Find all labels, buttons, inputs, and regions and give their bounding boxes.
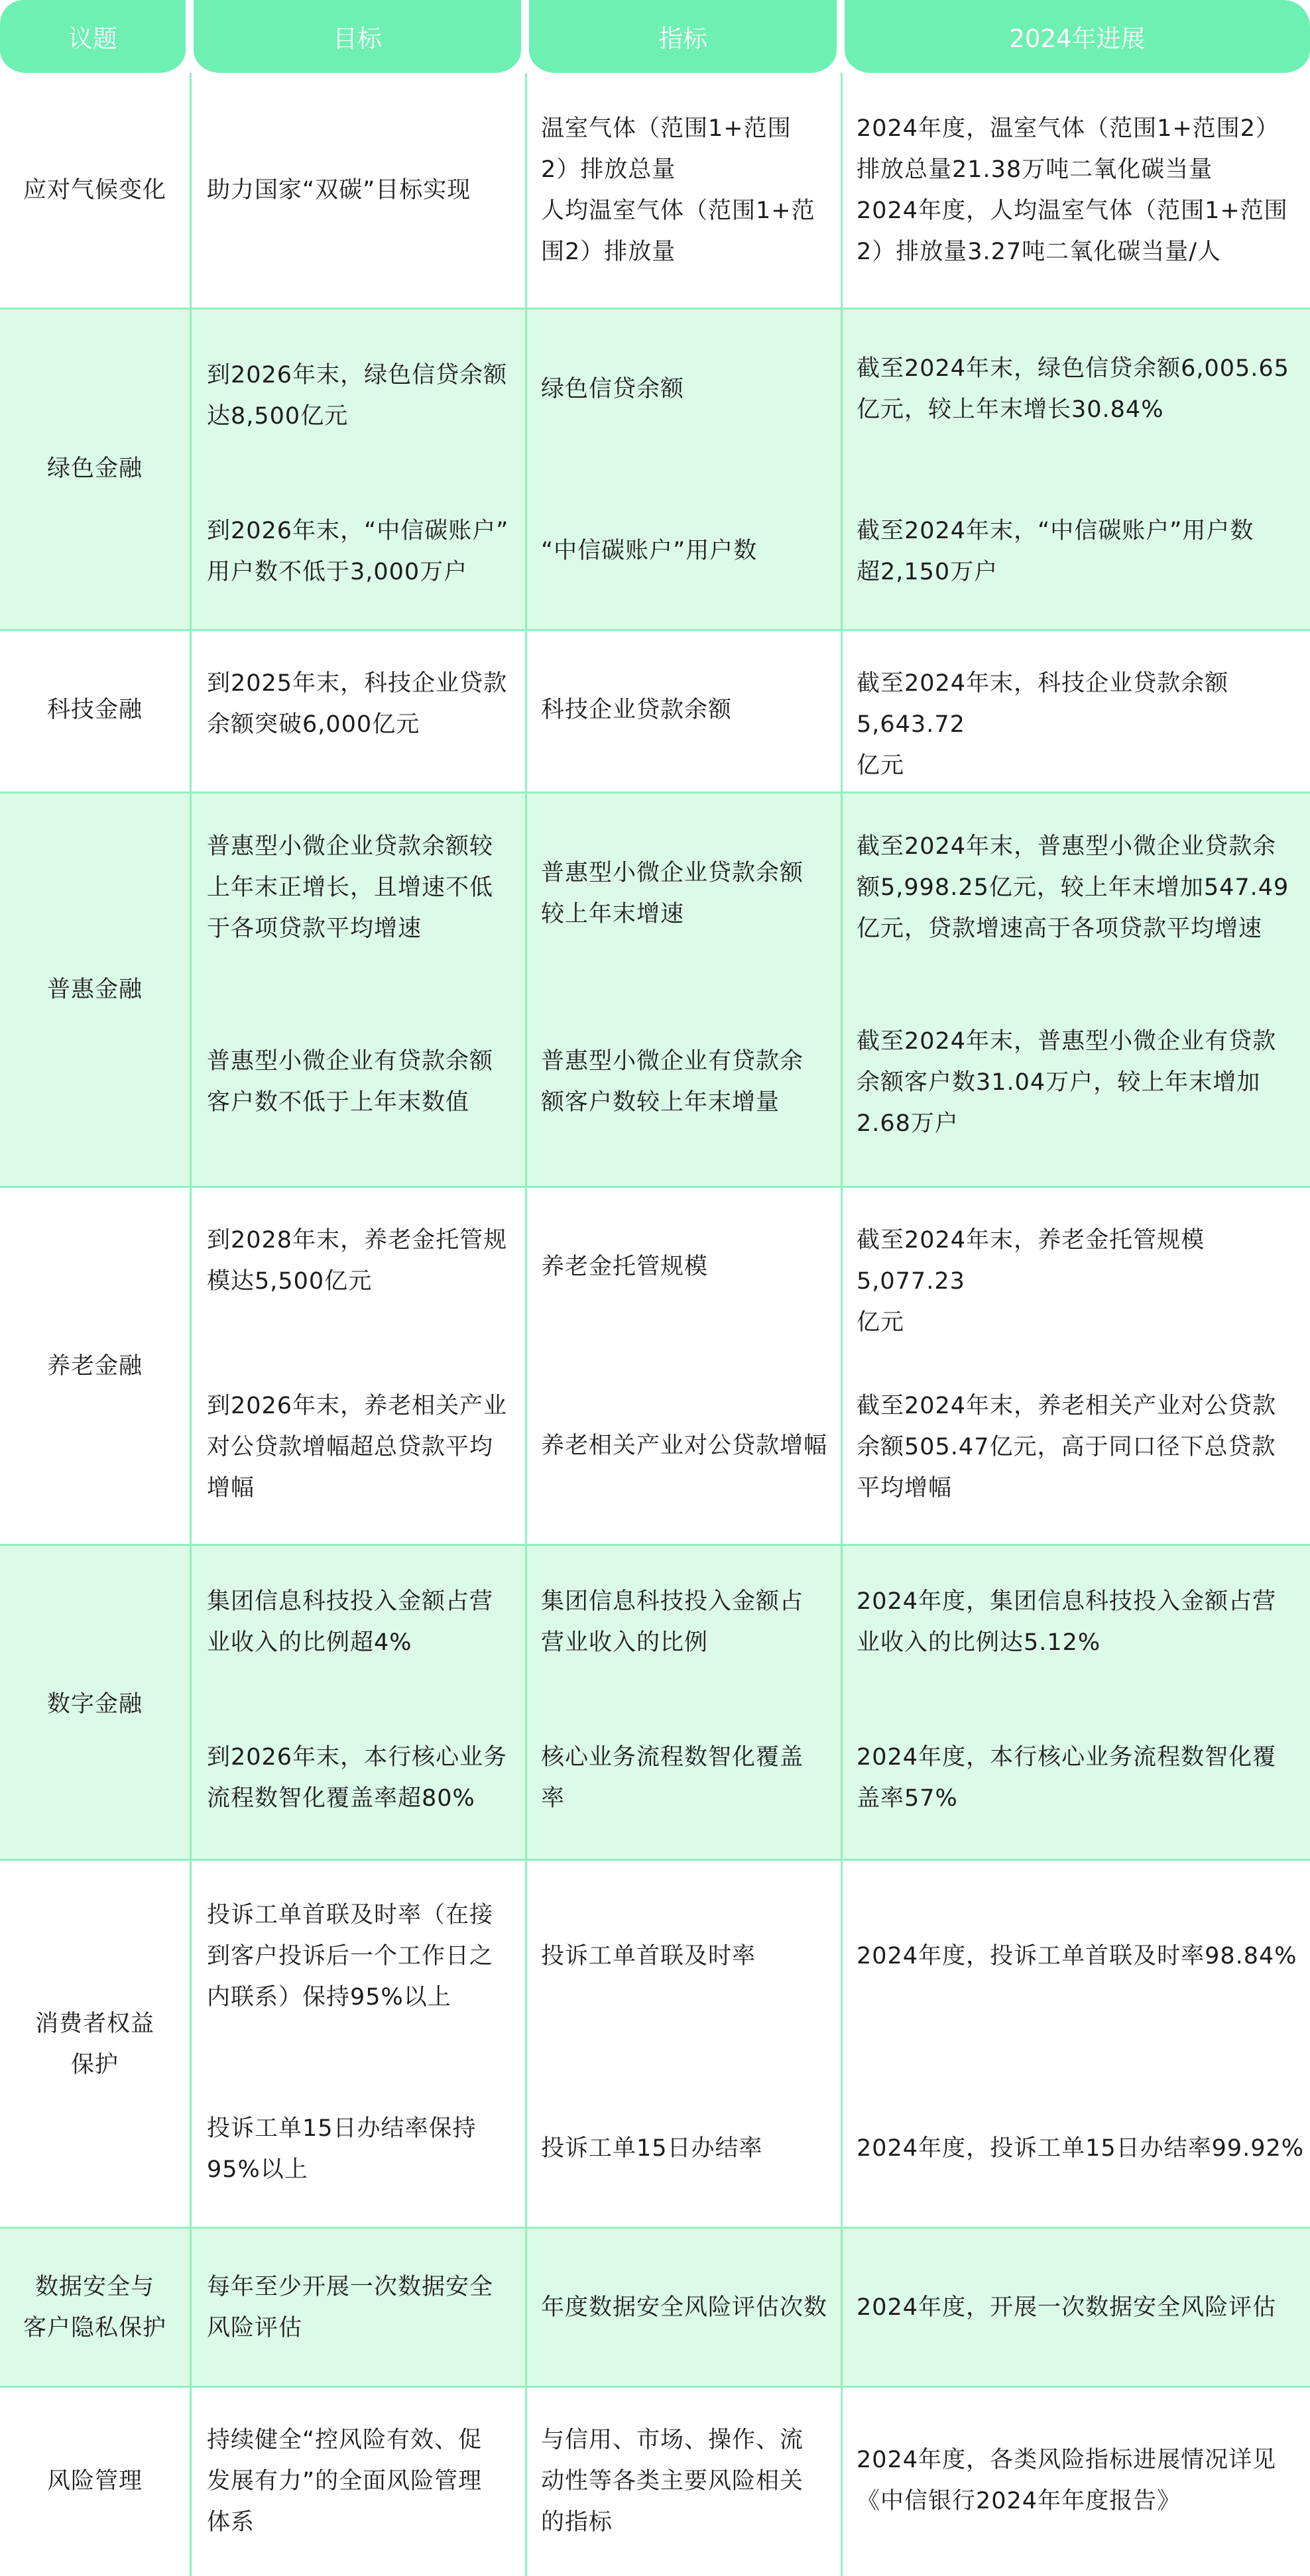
topic-cell: 风险管理 — [46, 2468, 143, 2494]
row-divider — [0, 1186, 1310, 1188]
progress-cell: 2024年度，本行核心业务流程数智化覆 盖率57% — [857, 1744, 1277, 1812]
progress-cell: 2024年度，投诉工单首联及时率98.84% — [857, 1943, 1297, 1969]
header-indicator: 指标 — [529, 0, 837, 73]
row-divider — [0, 1544, 1310, 1546]
indicator-cell: 普惠型小微企业有贷款余 额客户数较上年末增量 — [541, 1048, 804, 1116]
column-divider — [525, 73, 527, 2576]
topic-cell: 绿色金融 — [46, 455, 143, 482]
row-divider — [0, 1859, 1310, 1861]
indicator-cell: 投诉工单15日办结率 — [541, 2135, 763, 2162]
goal-cell: 到2026年末，养老相关产业 对公贷款增幅超总贷款平均 增幅 — [207, 1393, 508, 1501]
topic-cell: 应对气候变化 — [23, 177, 166, 204]
column-divider — [841, 73, 843, 2576]
table-header — [0, 0, 1310, 73]
topic-cell: 数据安全与 客户隐私保护 — [23, 2274, 166, 2341]
indicator-cell: 养老相关产业对公贷款增幅 — [541, 1433, 828, 1459]
progress-cell: 2024年度，开展一次数据安全风险评估 — [857, 2294, 1277, 2321]
row-divider — [0, 2227, 1310, 2229]
row-divider — [0, 308, 1310, 310]
progress-cell: 截至2024年末，普惠型小微企业有贷款 余额客户数31.04万户，较上年末增加 2.68万户 — [857, 1028, 1277, 1137]
indicator-cell: 核心业务流程数智化覆盖 率 — [541, 1744, 804, 1812]
row-bg-consumer-protection — [0, 1859, 1310, 2227]
goal-cell: 普惠型小微企业有贷款余额 客户数不低于上年末数值 — [207, 1048, 494, 1116]
indicator-cell: “中信碳账户”用户数 — [541, 538, 758, 564]
progress-cell: 截至2024年末，普惠型小微企业贷款余 额5,998.25亿元，较上年末增加547.49 亿元，贷款增速高于各项贷款平均增速 — [857, 833, 1289, 942]
goal-cell: 投诉工单15日办结率保持 95%以上 — [207, 2115, 477, 2183]
header-topic: 议题 — [0, 0, 186, 73]
indicator-cell: 投诉工单首联及时率 — [541, 1943, 756, 1969]
topic-cell: 消费者权益 保护 — [34, 2011, 154, 2078]
goal-cell: 持续健全“控风险有效、促 发展有力”的全面风险管理 体系 — [207, 2427, 483, 2536]
progress-cell: 2024年度，各类风险指标进展情况详见 《中信银行2024年年度报告》 — [857, 2447, 1277, 2514]
indicator-cell: 集团信息科技投入金额占 营业收入的比例 — [541, 1588, 804, 1656]
column-divider — [190, 73, 192, 2576]
indicator-cell: 普惠型小微企业贷款余额 较上年末增速 — [541, 860, 804, 927]
topic-cell: 普惠金融 — [46, 976, 143, 1003]
goal-cell: 到2025年末，科技企业贷款 余额突破6,000亿元 — [207, 670, 508, 738]
indicator-cell: 养老金托管规模 — [541, 1254, 709, 1280]
row-divider — [0, 2386, 1310, 2388]
indicator-cell: 温室气体（范围1+范围 2）排放总量 人均温室气体（范围1+范 围2）排放量 — [541, 115, 815, 265]
indicator-cell: 绿色信贷余额 — [541, 376, 685, 402]
header-goal: 目标 — [194, 0, 521, 73]
indicator-cell: 年度数据安全风险评估次数 — [541, 2294, 828, 2321]
goal-cell: 集团信息科技投入金额占营 业收入的比例超4% — [207, 1588, 494, 1656]
progress-cell: 截至2024年末，绿色信贷余额6,005.65 亿元，较上年末增长30.84% — [857, 355, 1289, 423]
indicator-cell: 科技企业贷款余额 — [541, 697, 733, 723]
goal-cell: 到2026年末，“中信碳账户” 用户数不低于3,000万户 — [207, 518, 509, 585]
progress-cell: 截至2024年末，“中信碳账户”用户数 超2,150万户 — [857, 518, 1254, 585]
progress-cell: 截至2024年末，养老相关产业对公贷款 余额505.47亿元，高于同口径下总贷款 平均增幅 — [857, 1393, 1277, 1501]
topic-cell: 数字金融 — [46, 1691, 143, 1718]
topic-cell: 养老金融 — [46, 1353, 143, 1379]
topic-cell: 科技金融 — [46, 697, 143, 723]
goal-cell: 到2026年末，绿色信贷余额 达8,500亿元 — [207, 362, 508, 430]
goal-cell: 到2026年末，本行核心业务 流程数智化覆盖率超80% — [207, 1744, 508, 1812]
row-divider — [0, 629, 1310, 631]
progress-cell: 2024年度，集团信息科技投入金额占营 业收入的比例达5.12% — [857, 1588, 1277, 1656]
goal-cell: 到2028年末，养老金托管规 模达5,500亿元 — [207, 1227, 508, 1295]
goal-cell: 投诉工单首联及时率（在接 到客户投诉后一个工作日之 内联系）保持95%以上 — [207, 1902, 494, 2011]
progress-cell: 截至2024年末，科技企业贷款余额5,643.72 亿元 — [857, 670, 1229, 779]
indicator-cell: 与信用、市场、操作、流 动性等各类主要风险相关 的指标 — [541, 2427, 804, 2536]
progress-cell: 截至2024年末，养老金托管规模5,077.23 亿元 — [857, 1227, 1205, 1336]
goal-cell: 普惠型小微企业贷款余额较 上年末正增长，且增速不低 于各项贷款平均增速 — [207, 833, 494, 942]
row-divider — [0, 791, 1310, 793]
header-progress: 2024年进展 — [845, 0, 1310, 73]
progress-cell: 2024年度，温室气体（范围1+范围2） 排放总量21.38万吨二氧化碳当量 2024年度，人均温室气体（范围1+范围 2）排放量3.27吨二氧化碳当量/人 — [857, 115, 1288, 265]
goal-cell: 助力国家“双碳”目标实现 — [207, 177, 471, 204]
progress-cell: 2024年度，投诉工单15日办结率99.92% — [857, 2135, 1305, 2162]
goal-cell: 每年至少开展一次数据安全 风险评估 — [207, 2274, 494, 2341]
